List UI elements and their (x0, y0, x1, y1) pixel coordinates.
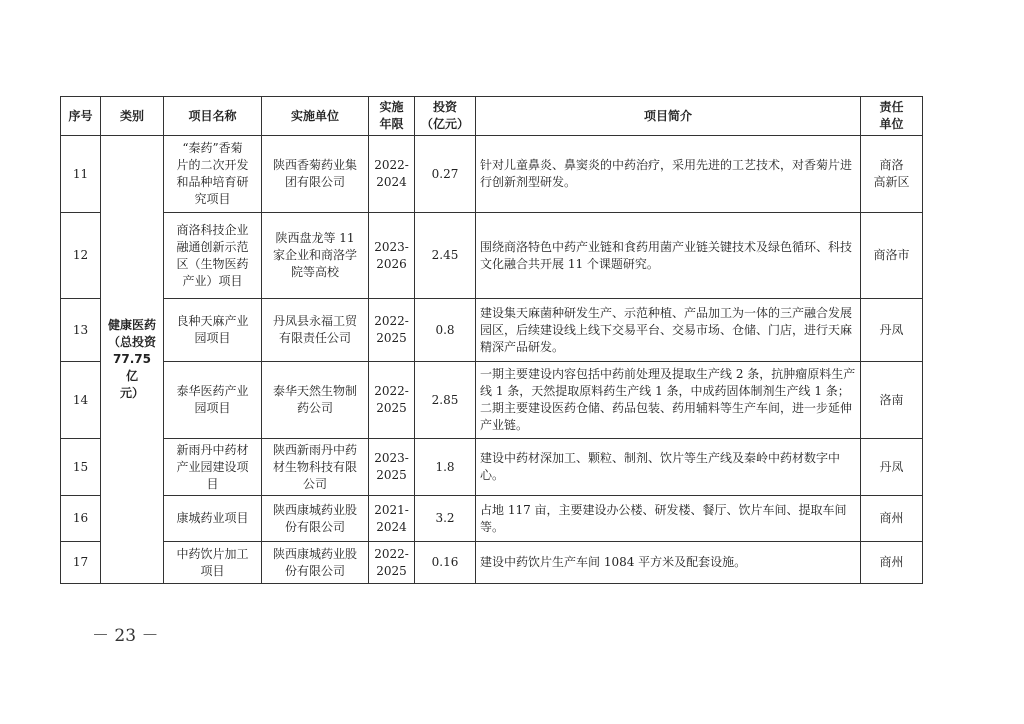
row-seq: 12 (61, 213, 101, 299)
header-name: 项目名称 (164, 97, 262, 136)
row-resp: 商洛 高新区 (861, 136, 923, 213)
row-unit: 陕西康城药业股 份有限公司 (262, 496, 369, 542)
header-resp: 责任 单位 (861, 97, 923, 136)
category-cell: 健康医药 （总投资 77.75 亿 元） (101, 136, 164, 584)
header-unit: 实施单位 (262, 97, 369, 136)
row-name: 商洛科技企业 融通创新示范 区（生物医药 产业）项目 (164, 213, 262, 299)
row-period: 2022- 2025 (369, 542, 415, 584)
row-intro: 一期主要建设内容包括中药前处理及提取生产线 2 条，抗肿瘤原料生产线 1 条，天然提取原料药生产线 1 条，中成药固体制剂生产线 1 条；二期主要建设医药仓储、药品包装、药用辅料等生产车间，进一步延伸产业链。 (476, 362, 861, 439)
row-intro: 建设中药材深加工、颗粒、制剂、饮片等生产线及秦岭中药材数字中心。 (476, 439, 861, 496)
row-name: 良种天麻产业 园项目 (164, 299, 262, 362)
table-row (61, 213, 923, 299)
table-row (61, 496, 923, 542)
table-row (61, 362, 923, 439)
header-row (61, 97, 923, 136)
header-category: 类别 (101, 97, 164, 136)
header-intro: 项目简介 (476, 97, 861, 136)
row-resp: 丹凤 (861, 299, 923, 362)
row-intro: 占地 117 亩，主要建设办公楼、研发楼、餐厅、饮片车间、提取车间等。 (476, 496, 861, 542)
table-row (61, 299, 923, 362)
row-investment: 2.45 (415, 213, 476, 299)
row-unit: 丹凤县永福工贸 有限责任公司 (262, 299, 369, 362)
row-period: 2022- 2025 (369, 299, 415, 362)
row-seq: 15 (61, 439, 101, 496)
row-investment: 0.8 (415, 299, 476, 362)
row-name: 中药饮片加工 项目 (164, 542, 262, 584)
project-table (60, 96, 923, 584)
row-unit: 泰华天然生物制 药公司 (262, 362, 369, 439)
page-number: － 23 － (92, 626, 159, 646)
row-name: 新雨丹中药材 产业园建设项 目 (164, 439, 262, 496)
row-seq: 11 (61, 136, 101, 213)
row-period: 2023- 2025 (369, 439, 415, 496)
row-resp: 商洛市 (861, 213, 923, 299)
row-period: 2022- 2025 (369, 362, 415, 439)
header-seq: 序号 (61, 97, 101, 136)
row-resp: 商州 (861, 542, 923, 584)
header-investment: 投资 （亿元） (415, 97, 476, 136)
row-seq: 14 (61, 362, 101, 439)
header-period: 实施 年限 (369, 97, 415, 136)
row-resp: 洛南 (861, 362, 923, 439)
row-unit: 陕西康城药业股 份有限公司 (262, 542, 369, 584)
table-row (61, 542, 923, 584)
row-period: 2023- 2026 (369, 213, 415, 299)
row-investment: 3.2 (415, 496, 476, 542)
row-seq: 16 (61, 496, 101, 542)
row-intro: 建设集天麻菌种研发生产、示范种植、产品加工为一体的三产融合发展园区，后续建设线上线下交易平台、交易市场、仓储、门店，进行天麻精深产品研发。 (476, 299, 861, 362)
row-intro: 针对儿童鼻炎、鼻窦炎的中药治疗，采用先进的工艺技术，对香菊片进行创新剂型研发。 (476, 136, 861, 213)
row-name: 泰华医药产业 园项目 (164, 362, 262, 439)
row-investment: 1.8 (415, 439, 476, 496)
table-row (61, 136, 923, 213)
row-resp: 商州 (861, 496, 923, 542)
row-intro: 围绕商洛特色中药产业链和食药用菌产业链关键技术及绿色循环、科技文化融合共开展 11 个课题研究。 (476, 213, 861, 299)
row-name: 康城药业项目 (164, 496, 262, 542)
row-period: 2022- 2024 (369, 136, 415, 213)
row-investment: 0.16 (415, 542, 476, 584)
row-unit: 陕西香菊药业集 团有限公司 (262, 136, 369, 213)
row-seq: 17 (61, 542, 101, 584)
row-investment: 2.85 (415, 362, 476, 439)
row-seq: 13 (61, 299, 101, 362)
row-period: 2021- 2024 (369, 496, 415, 542)
row-unit: 陕西盘龙等 11 家企业和商洛学 院等高校 (262, 213, 369, 299)
row-investment: 0.27 (415, 136, 476, 213)
row-unit: 陕西新雨丹中药 材生物科技有限 公司 (262, 439, 369, 496)
table-row (61, 439, 923, 496)
row-resp: 丹凤 (861, 439, 923, 496)
row-intro: 建设中药饮片生产车间 1084 平方米及配套设施。 (476, 542, 861, 584)
row-name: “秦药”香菊 片的二次开发 和品种培育研 究项目 (164, 136, 262, 213)
